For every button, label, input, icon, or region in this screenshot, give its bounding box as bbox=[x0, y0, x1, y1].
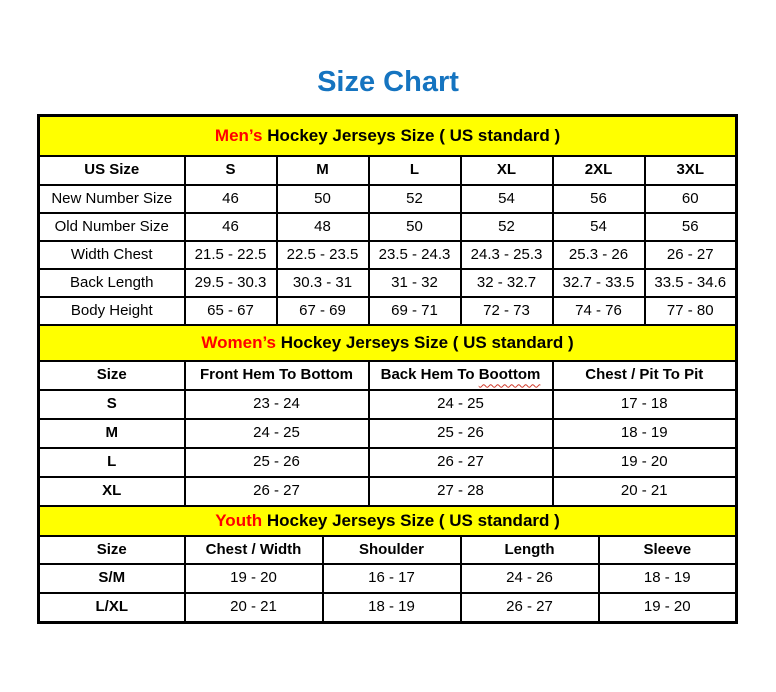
data-cell: 27 - 28 bbox=[369, 477, 553, 506]
data-cell: 30.3 - 31 bbox=[277, 269, 369, 297]
data-cell: 56 bbox=[645, 213, 737, 241]
data-cell: 77 - 80 bbox=[645, 297, 737, 325]
data-cell: 20 - 21 bbox=[185, 593, 323, 623]
column-header: Length bbox=[461, 536, 599, 564]
data-cell: 19 - 20 bbox=[185, 564, 323, 593]
column-header: Chest / Pit To Pit bbox=[553, 361, 737, 390]
youth-section-band bbox=[39, 506, 737, 536]
data-cell: 26 - 27 bbox=[185, 477, 369, 506]
data-cell: 24 - 25 bbox=[369, 390, 553, 419]
womens-section-title-rest: Hockey Jerseys Size ( US standard ) bbox=[280, 332, 574, 352]
row-label-cell: S/M bbox=[39, 564, 185, 593]
data-cell: 21.5 - 22.5 bbox=[185, 241, 277, 269]
table-row bbox=[39, 269, 737, 297]
data-cell: 65 - 67 bbox=[185, 297, 277, 325]
data-cell: 25.3 - 26 bbox=[553, 241, 645, 269]
data-cell: 32 - 32.7 bbox=[461, 269, 553, 297]
column-header: Front Hem To Bottom bbox=[185, 361, 369, 390]
data-cell: 46 bbox=[185, 185, 277, 213]
womens-section-band bbox=[39, 325, 737, 361]
data-cell: 74 - 76 bbox=[553, 297, 645, 325]
data-cell: 67 - 69 bbox=[277, 297, 369, 325]
size-chart-table bbox=[37, 114, 738, 624]
data-cell: 31 - 32 bbox=[369, 269, 461, 297]
column-header: Shoulder bbox=[323, 536, 461, 564]
womens-section-title-accent: Women’s bbox=[201, 332, 276, 352]
row-label-cell: M bbox=[39, 419, 185, 448]
column-header: Sleeve bbox=[599, 536, 737, 564]
data-cell: 22.5 - 23.5 bbox=[277, 241, 369, 269]
table-row bbox=[39, 297, 737, 325]
column-header: S bbox=[185, 156, 277, 185]
data-cell: 19 - 20 bbox=[553, 448, 737, 477]
mens-header-row bbox=[39, 156, 737, 185]
data-cell: 23 - 24 bbox=[185, 390, 369, 419]
data-cell: 17 - 18 bbox=[553, 390, 737, 419]
mens-section-title-accent: Men’s bbox=[214, 125, 263, 145]
data-cell: 52 bbox=[461, 213, 553, 241]
column-header: XL bbox=[461, 156, 553, 185]
table-row bbox=[39, 390, 737, 419]
data-cell: 25 - 26 bbox=[369, 419, 553, 448]
table-row bbox=[39, 419, 737, 448]
data-cell: 20 - 21 bbox=[553, 477, 737, 506]
mens-section-title-rest: Hockey Jerseys Size ( US standard ) bbox=[267, 125, 561, 145]
data-cell: 26 - 27 bbox=[645, 241, 737, 269]
data-cell: 72 - 73 bbox=[461, 297, 553, 325]
data-cell: 24.3 - 25.3 bbox=[461, 241, 553, 269]
data-cell: 18 - 19 bbox=[553, 419, 737, 448]
data-cell: 26 - 27 bbox=[461, 593, 599, 623]
row-label-cell: L bbox=[39, 448, 185, 477]
column-header-text: Back Hem To bbox=[380, 366, 475, 384]
table-row bbox=[39, 564, 737, 593]
data-cell: 32.7 - 33.5 bbox=[553, 269, 645, 297]
data-cell: 29.5 - 30.3 bbox=[185, 269, 277, 297]
data-cell: 18 - 19 bbox=[599, 564, 737, 593]
column-header: 2XL bbox=[553, 156, 645, 185]
row-label-cell: New Number Size bbox=[39, 185, 185, 213]
data-cell: 50 bbox=[369, 213, 461, 241]
table-row bbox=[39, 477, 737, 506]
data-cell: 50 bbox=[277, 185, 369, 213]
table-row bbox=[39, 213, 737, 241]
data-cell: 18 - 19 bbox=[323, 593, 461, 623]
row-label-cell: Body Height bbox=[39, 297, 185, 325]
mens-section-band bbox=[39, 116, 737, 157]
data-cell: 23.5 - 24.3 bbox=[369, 241, 461, 269]
misspelled-word: Boottom bbox=[478, 366, 541, 384]
data-cell: 52 bbox=[369, 185, 461, 213]
data-cell: 24 - 25 bbox=[185, 419, 369, 448]
data-cell: 25 - 26 bbox=[185, 448, 369, 477]
column-header: Size bbox=[39, 536, 185, 564]
data-cell: 48 bbox=[277, 213, 369, 241]
data-cell: 16 - 17 bbox=[323, 564, 461, 593]
row-label-cell: Old Number Size bbox=[39, 213, 185, 241]
mens-section-title bbox=[39, 116, 737, 157]
data-cell: 69 - 71 bbox=[369, 297, 461, 325]
column-header: Size bbox=[39, 361, 185, 390]
data-cell: 33.5 - 34.6 bbox=[645, 269, 737, 297]
column-header: Chest / Width bbox=[185, 536, 323, 564]
table-row bbox=[39, 448, 737, 477]
column-header: US Size bbox=[39, 156, 185, 185]
column-header: L bbox=[369, 156, 461, 185]
youth-section-title-rest: Hockey Jerseys Size ( US standard ) bbox=[266, 510, 560, 530]
column-header bbox=[369, 361, 553, 390]
data-cell: 24 - 26 bbox=[461, 564, 599, 593]
data-cell: 46 bbox=[185, 213, 277, 241]
womens-header-row bbox=[39, 361, 737, 390]
youth-header-row bbox=[39, 536, 737, 564]
data-cell: 60 bbox=[645, 185, 737, 213]
youth-section-title bbox=[39, 506, 737, 536]
data-cell: 19 - 20 bbox=[599, 593, 737, 623]
data-cell: 54 bbox=[553, 213, 645, 241]
data-cell: 56 bbox=[553, 185, 645, 213]
row-label-cell: Back Length bbox=[39, 269, 185, 297]
womens-section-title bbox=[39, 325, 737, 361]
row-label-cell: S bbox=[39, 390, 185, 419]
data-cell: 26 - 27 bbox=[369, 448, 553, 477]
column-header: M bbox=[277, 156, 369, 185]
row-label-cell: Width Chest bbox=[39, 241, 185, 269]
data-cell: 54 bbox=[461, 185, 553, 213]
table-row bbox=[39, 241, 737, 269]
column-header: 3XL bbox=[645, 156, 737, 185]
youth-section-title-accent: Youth bbox=[215, 510, 263, 530]
table-row bbox=[39, 185, 737, 213]
table-row bbox=[39, 593, 737, 623]
row-label-cell: L/XL bbox=[39, 593, 185, 623]
row-label-cell: XL bbox=[39, 477, 185, 506]
page-title: Size Chart bbox=[317, 66, 459, 98]
